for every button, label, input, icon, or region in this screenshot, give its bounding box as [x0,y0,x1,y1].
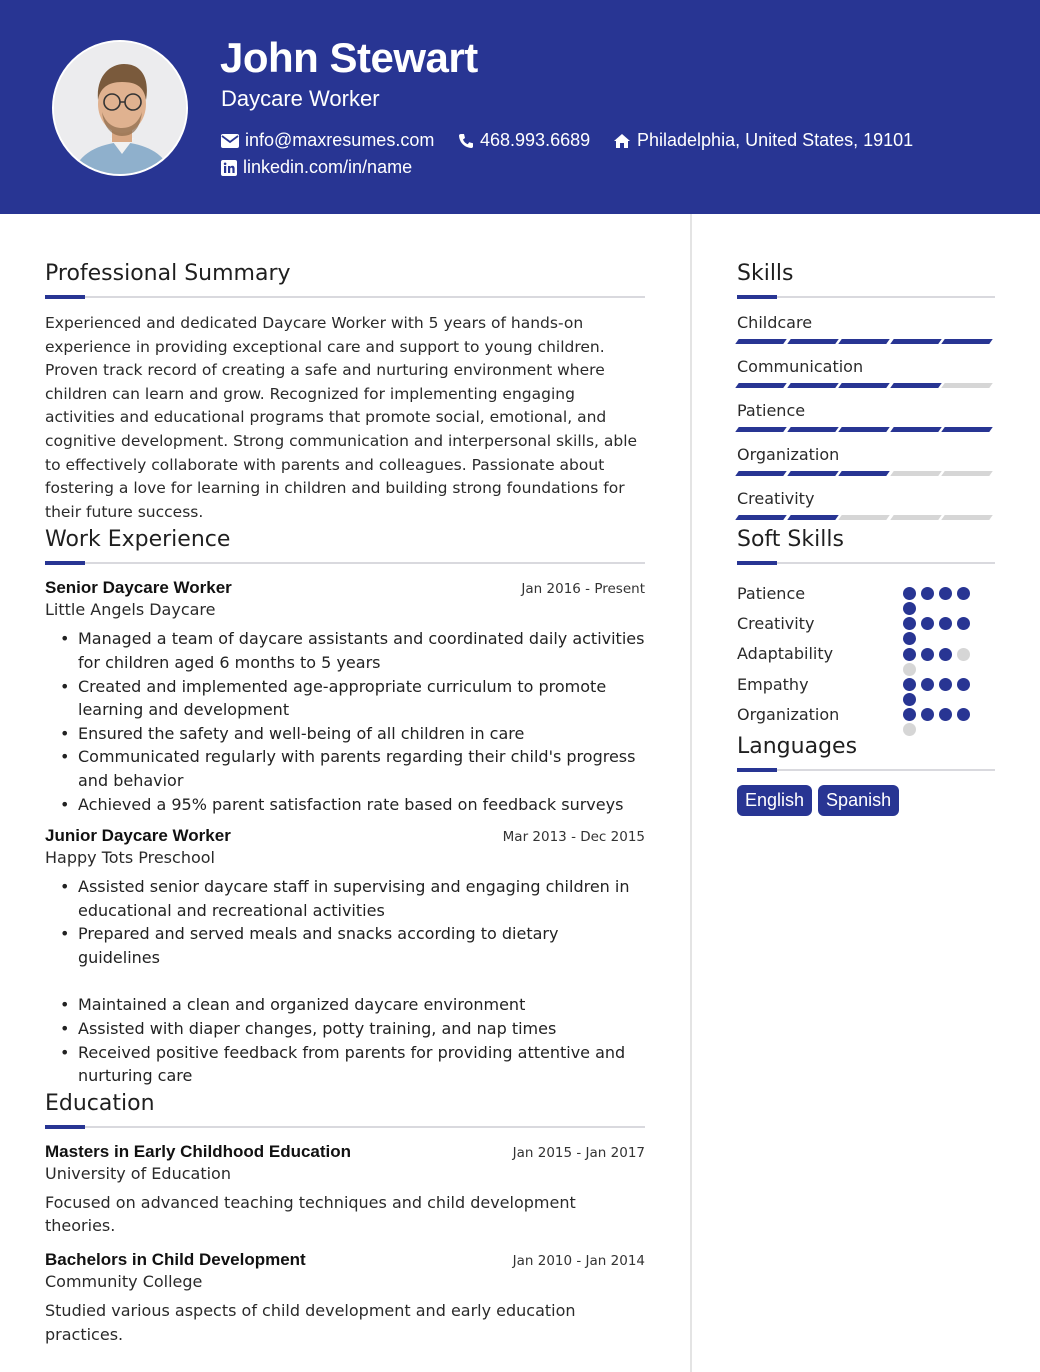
skill-level-segment [735,383,786,388]
soft-skill-label: Creativity [737,613,815,633]
bullet-item: • Achieved a 95% parent satisfaction rate based on feedback surveys [45,793,645,817]
main-column [45,258,645,1346]
skill-level-segment [941,339,992,344]
language-tag: English [737,785,812,816]
candidate-title: Daycare Worker [221,86,380,111]
skill-level-segment [838,383,889,388]
rating-dot [957,648,970,661]
contact-phone[interactable] [458,130,590,151]
skill-level-bar [737,515,995,520]
soft-skill-rating [903,707,973,721]
phone-icon [458,133,474,149]
rating-dot [957,587,970,600]
soft-skill-row [737,669,995,699]
rating-dot [921,617,934,630]
rating-dot [903,663,916,676]
skill-level-segment [890,383,941,388]
skill-level-bar [737,383,995,388]
section-rule [45,296,645,298]
skill-level-segment [838,339,889,344]
location-text: Philadelphia, United States, 19101 [637,130,914,150]
soft-skills-section [737,524,995,729]
envelope-icon [221,134,239,148]
contact-location [613,130,913,151]
section-rule [45,1126,645,1128]
experience-section [45,524,645,1088]
phone-text: 468.993.6689 [480,130,591,150]
skill-label: Patience [737,401,806,420]
rating-dot [957,678,970,691]
bullet-item: • Assisted senior daycare staff in supervising and engaging children in educational and recreational activities [45,875,645,922]
education-date: Jan 2010 - Jan 2014 [512,1253,645,1270]
email-text: info@maxresumes.com [245,130,435,150]
section-rule [737,562,995,564]
skill-level-segment [735,339,786,344]
contact-email[interactable] [221,130,434,151]
rating-dot [957,617,970,630]
rating-dot [957,708,970,721]
job-date: Mar 2013 - Dec 2015 [502,829,645,846]
contact-linkedin[interactable] [221,157,412,178]
soft-skill-label: Empathy [737,674,809,694]
skill-level-segment [941,383,992,388]
degree-title: Bachelors in Child Development [45,1250,306,1270]
job-entry [45,826,645,1088]
soft-skill-row [737,639,995,669]
rating-dot [921,648,934,661]
skill-level-segment [787,339,838,344]
job-bullets [45,627,645,816]
bullet-item: • Ensured the safety and well-being of all children in care [45,722,645,746]
languages-heading: Languages [737,734,858,760]
job-role: Senior Daycare Worker [45,578,232,598]
summary-heading: Professional Summary [45,261,291,286]
soft-skill-row [737,699,995,729]
bullet-item: • Maintained a clean and organized daycare environment [45,993,645,1017]
skill-level-segment [890,515,941,520]
skill-label: Communication [737,357,864,376]
skill-level-segment [735,471,786,476]
education-description: Focused on advanced teaching techniques and child development theories. [45,1192,576,1236]
job-company: Little Angels Daycare [45,600,216,620]
soft-skill-rating [903,677,973,691]
soft-skills-heading: Soft Skills [737,527,844,552]
skill-level-segment [941,515,992,520]
job-company: Happy Tots Preschool [45,848,215,868]
skill-level-bar [737,427,995,432]
education-entry [45,1250,645,1346]
rating-dot [921,708,934,721]
skills-heading: Skills [737,261,794,286]
linkedin-text: linkedin.com/in/name [243,157,413,177]
education-date: Jan 2015 - Jan 2017 [512,1144,645,1161]
languages-section [737,731,995,816]
linkedin-icon [221,160,237,176]
skill-level-segment [941,427,992,432]
section-rule [737,769,995,771]
education-description: Studied various aspects of child development and early education practices. [45,1301,576,1344]
experience-heading: Work Experience [45,527,231,553]
skill-level-segment [838,427,889,432]
skill-level-bar [737,471,995,476]
rating-dot [903,708,916,721]
school-name: Community College [45,1272,203,1292]
rating-dot [903,678,916,691]
bullet-item: • Prepared and served meals and snacks according to dietary guidelines [45,922,645,969]
rating-dot [939,587,952,600]
rating-dot [903,693,916,706]
soft-skill-label: Organization [737,704,840,724]
soft-skill-row [737,608,995,638]
education-heading: Education [45,1090,155,1116]
profile-photo [52,40,188,176]
skill-level-segment [890,471,941,476]
home-icon [613,133,631,149]
language-tags [737,785,995,816]
candidate-name: John Stewart [220,34,478,81]
skill-label: Creativity [737,489,815,508]
bullet-item: • Assisted with diaper changes, potty training, and nap times [45,1017,645,1041]
soft-skill-rating [903,586,973,600]
skill-level-bar [737,339,995,344]
rating-dot [903,587,916,600]
skill-level-segment [838,515,889,520]
rating-dot [939,708,952,721]
bullet-item: • Received positive feedback from parents for providing attentive and nurturing care [45,1041,645,1088]
skill-level-segment [735,515,786,520]
education-entry [45,1142,645,1238]
section-rule [45,562,645,564]
rating-dot [903,617,916,630]
bullet-item: • Created and implemented age-appropriate curriculum to promote learning and development [45,675,645,722]
skill-level-segment [941,471,992,476]
side-column [737,258,995,816]
rating-dot [939,648,952,661]
education-section [45,1088,645,1346]
skills-section [737,258,995,520]
summary-text: Experienced and dedicated Daycare Worker with 5 years of hands-on experience in providing exceptional care and support to young children. Proven track record of creating a safe and nurturing environment where children can learn and grow. Recognized for implementing engaging activities and educational programs that promote social, emotional, and cognitive development. Strong communication and interpersonal skills, able to effectively collaborate with parents and colleagues. Passionate about fostering a love for learning in children and building strong foundations for their future success. [45,314,638,521]
soft-skill-label: Adaptability [737,644,834,664]
summary-section [45,258,645,524]
skill-level-segment [890,427,941,432]
skill-label: Childcare [737,313,813,332]
rating-dot [921,587,934,600]
skill-level-segment [787,471,838,476]
job-entry [45,578,645,816]
rating-dot [939,617,952,630]
skill-level-segment [735,427,786,432]
rating-dot [903,648,916,661]
job-role: Junior Daycare Worker [45,826,231,846]
soft-skill-rating [903,616,973,630]
school-name: University of Education [45,1163,231,1183]
degree-title: Masters in Early Childhood Education [45,1141,352,1161]
soft-skill-row [737,578,995,608]
bullet-item: • Managed a team of daycare assistants and coordinated daily activities for children aged 6 months to 5 years [45,627,645,674]
resume-header [0,0,1040,214]
job-date: Jan 2016 - Present [521,581,645,598]
skill-label: Organization [737,445,840,464]
skill-level-segment [787,427,838,432]
rating-dot [921,678,934,691]
rating-dot [939,678,952,691]
section-rule [737,296,995,298]
language-tag: Spanish [818,785,899,816]
soft-skill-label: Patience [737,583,806,603]
skill-level-segment [787,515,838,520]
skill-level-segment [890,339,941,344]
column-divider [690,214,692,1372]
skill-level-segment [787,383,838,388]
bullet-item: • Communicated regularly with parents regarding their child's progress and behavior [45,745,645,792]
soft-skill-rating [903,647,973,661]
skill-level-segment [838,471,889,476]
job-bullets [45,875,645,1088]
